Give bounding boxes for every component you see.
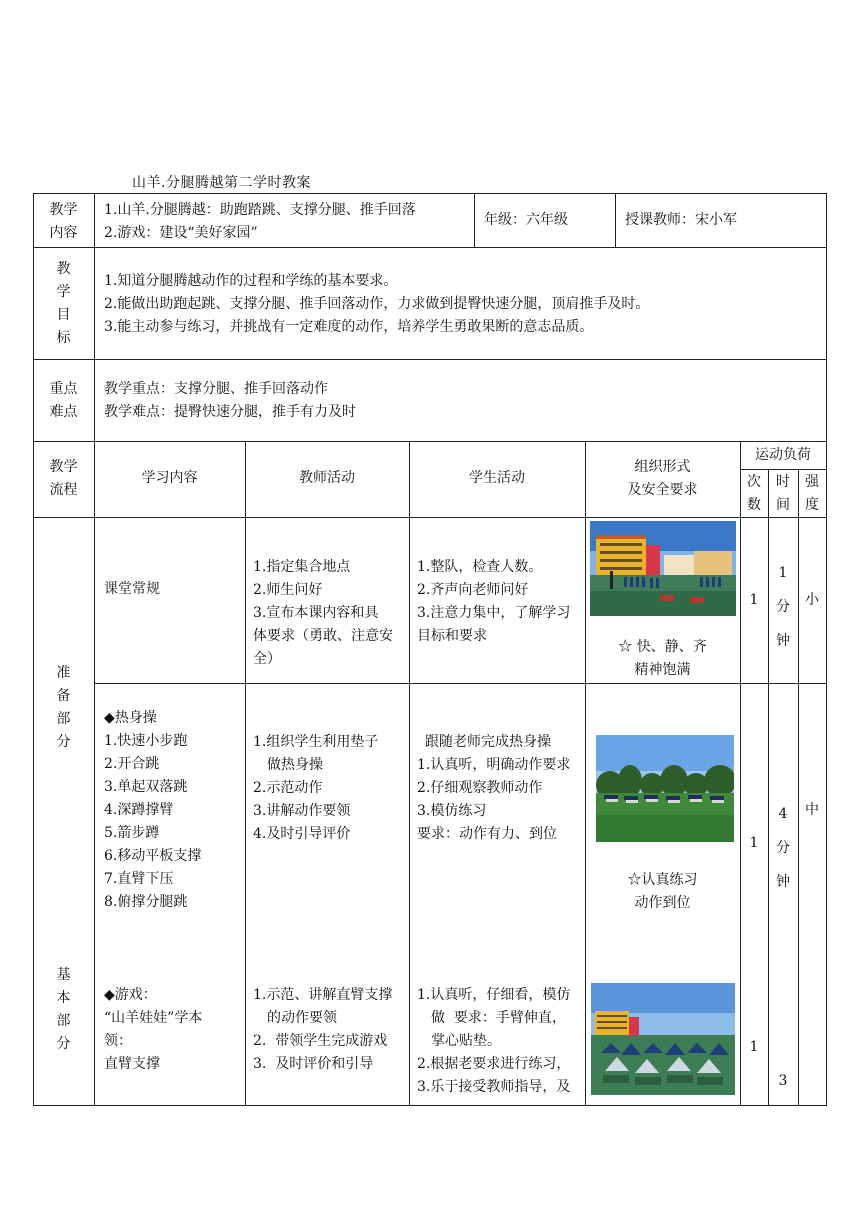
photo-assembly xyxy=(590,521,736,616)
col-time: 时 间 xyxy=(776,474,790,513)
goals-list xyxy=(104,270,649,339)
col-teacher: 教师活动 xyxy=(299,470,355,486)
row1-time: 1 分 钟 xyxy=(776,565,790,649)
row1-content: 课堂常规 xyxy=(104,581,160,597)
document-title: 山羊.分腿腾越第二学时教案 xyxy=(132,175,311,191)
row2-student: 跟随老师完成热身操 1.认真听，明确动作要求 2.仔细观察教师动作 3.模仿练习 要求：动作有力、到位 xyxy=(417,734,571,842)
row1-intensity: 小 xyxy=(805,592,819,608)
row1-org: ☆ 快、静、齐 精神饱满 xyxy=(618,639,707,678)
goal-item: 3.能主动参与练习，并挑战有一定难度的动作，培养学生勇敢果断的意志品质。 xyxy=(104,319,594,335)
grade: 年级：六年级 xyxy=(484,212,568,228)
row2-org: ☆认真练习 动作到位 xyxy=(627,872,698,911)
section-prep: 准 备 部 分 xyxy=(56,665,71,750)
goal-item: 1.知道分腿腾越动作的过程和学练的基本要求。 xyxy=(104,273,398,289)
keypoint-item: 教学重点：支撑分腿、推手回落动作 xyxy=(104,381,328,397)
label-content: 教学 内容 xyxy=(49,202,78,241)
col-org: 组织形式 及安全要求 xyxy=(627,459,698,498)
teacher-name: 授课教师：宋小军 xyxy=(625,212,737,228)
content-line: 2.游戏：建设“美好家园” xyxy=(104,225,258,241)
col-count: 次 数 xyxy=(747,474,761,513)
label-keypoints: 重点 难点 xyxy=(49,381,78,420)
row1-student: 1.整队，检查人数。 2.齐声向老师问好 3.注意力集中，了解学习 目标和要求 xyxy=(417,559,571,644)
row2-count: 1 xyxy=(749,835,759,851)
content-line: 1.山羊.分腿腾越：助跑踏跳、支撑分腿、推手回落 xyxy=(104,202,416,218)
keypoints-list xyxy=(104,378,356,424)
row2-teacher: 1.组织学生利用垫子 做热身操 2.示范动作 3.讲解动作要领 4.及时引导评价 xyxy=(253,734,379,842)
col-load: 运动负荷 xyxy=(755,447,811,463)
photo-warmup xyxy=(596,735,734,842)
row3-time: 3 xyxy=(778,1073,788,1089)
teaching-content xyxy=(104,199,416,245)
col-flow: 教学 流程 xyxy=(49,459,78,498)
row2-time: 4 分 钟 xyxy=(776,806,790,890)
row3-teacher: 1.示范、讲解直臂支撑 的动作要领 2. 带领学生完成游戏 3. 及时评价和引导 xyxy=(253,987,393,1072)
row3-student: 1.认真听，仔细看，模仿 做 要求：手臂伸直， 掌心贴垫。 2.根据老要求进行练习， 3.乐于接受教师指导，及 xyxy=(417,987,571,1095)
label-goals: 教 学 目 标 xyxy=(56,261,71,346)
row1-count: 1 xyxy=(749,592,759,608)
row1-teacher: 1.指定集合地点 2.师生问好 3.宣布本课内容和具 体要求（勇敢、注意安 全） xyxy=(253,559,393,667)
row3-content: ◆游戏： “山羊娃娃”学本 领： 直臂支撑 xyxy=(104,987,203,1072)
col-content: 学习内容 xyxy=(141,470,198,486)
goal-item: 2.能做出助跑起跳、支撑分腿、推手回落动作，力求做到提臀快速分腿，顶肩推手及时。 xyxy=(104,296,650,312)
row2-content: ◆热身操 1.快速小步跑 2.开合跳 3.单起双落跳 4.深蹲撑臂 5.箭步蹲 6.移动平板支撑 7.直臂下压 8.俯撑分腿跳 xyxy=(104,710,202,910)
col-intensity: 强 度 xyxy=(805,474,819,513)
row2-intensity: 中 xyxy=(805,802,819,818)
row3-count: 1 xyxy=(749,1039,759,1055)
photo-game xyxy=(591,983,735,1095)
section-basic: 基 本 部 分 xyxy=(56,967,71,1052)
col-student: 学生活动 xyxy=(469,470,525,486)
keypoint-item: 教学难点：提臀快速分腿，推手有力及时 xyxy=(104,404,356,420)
